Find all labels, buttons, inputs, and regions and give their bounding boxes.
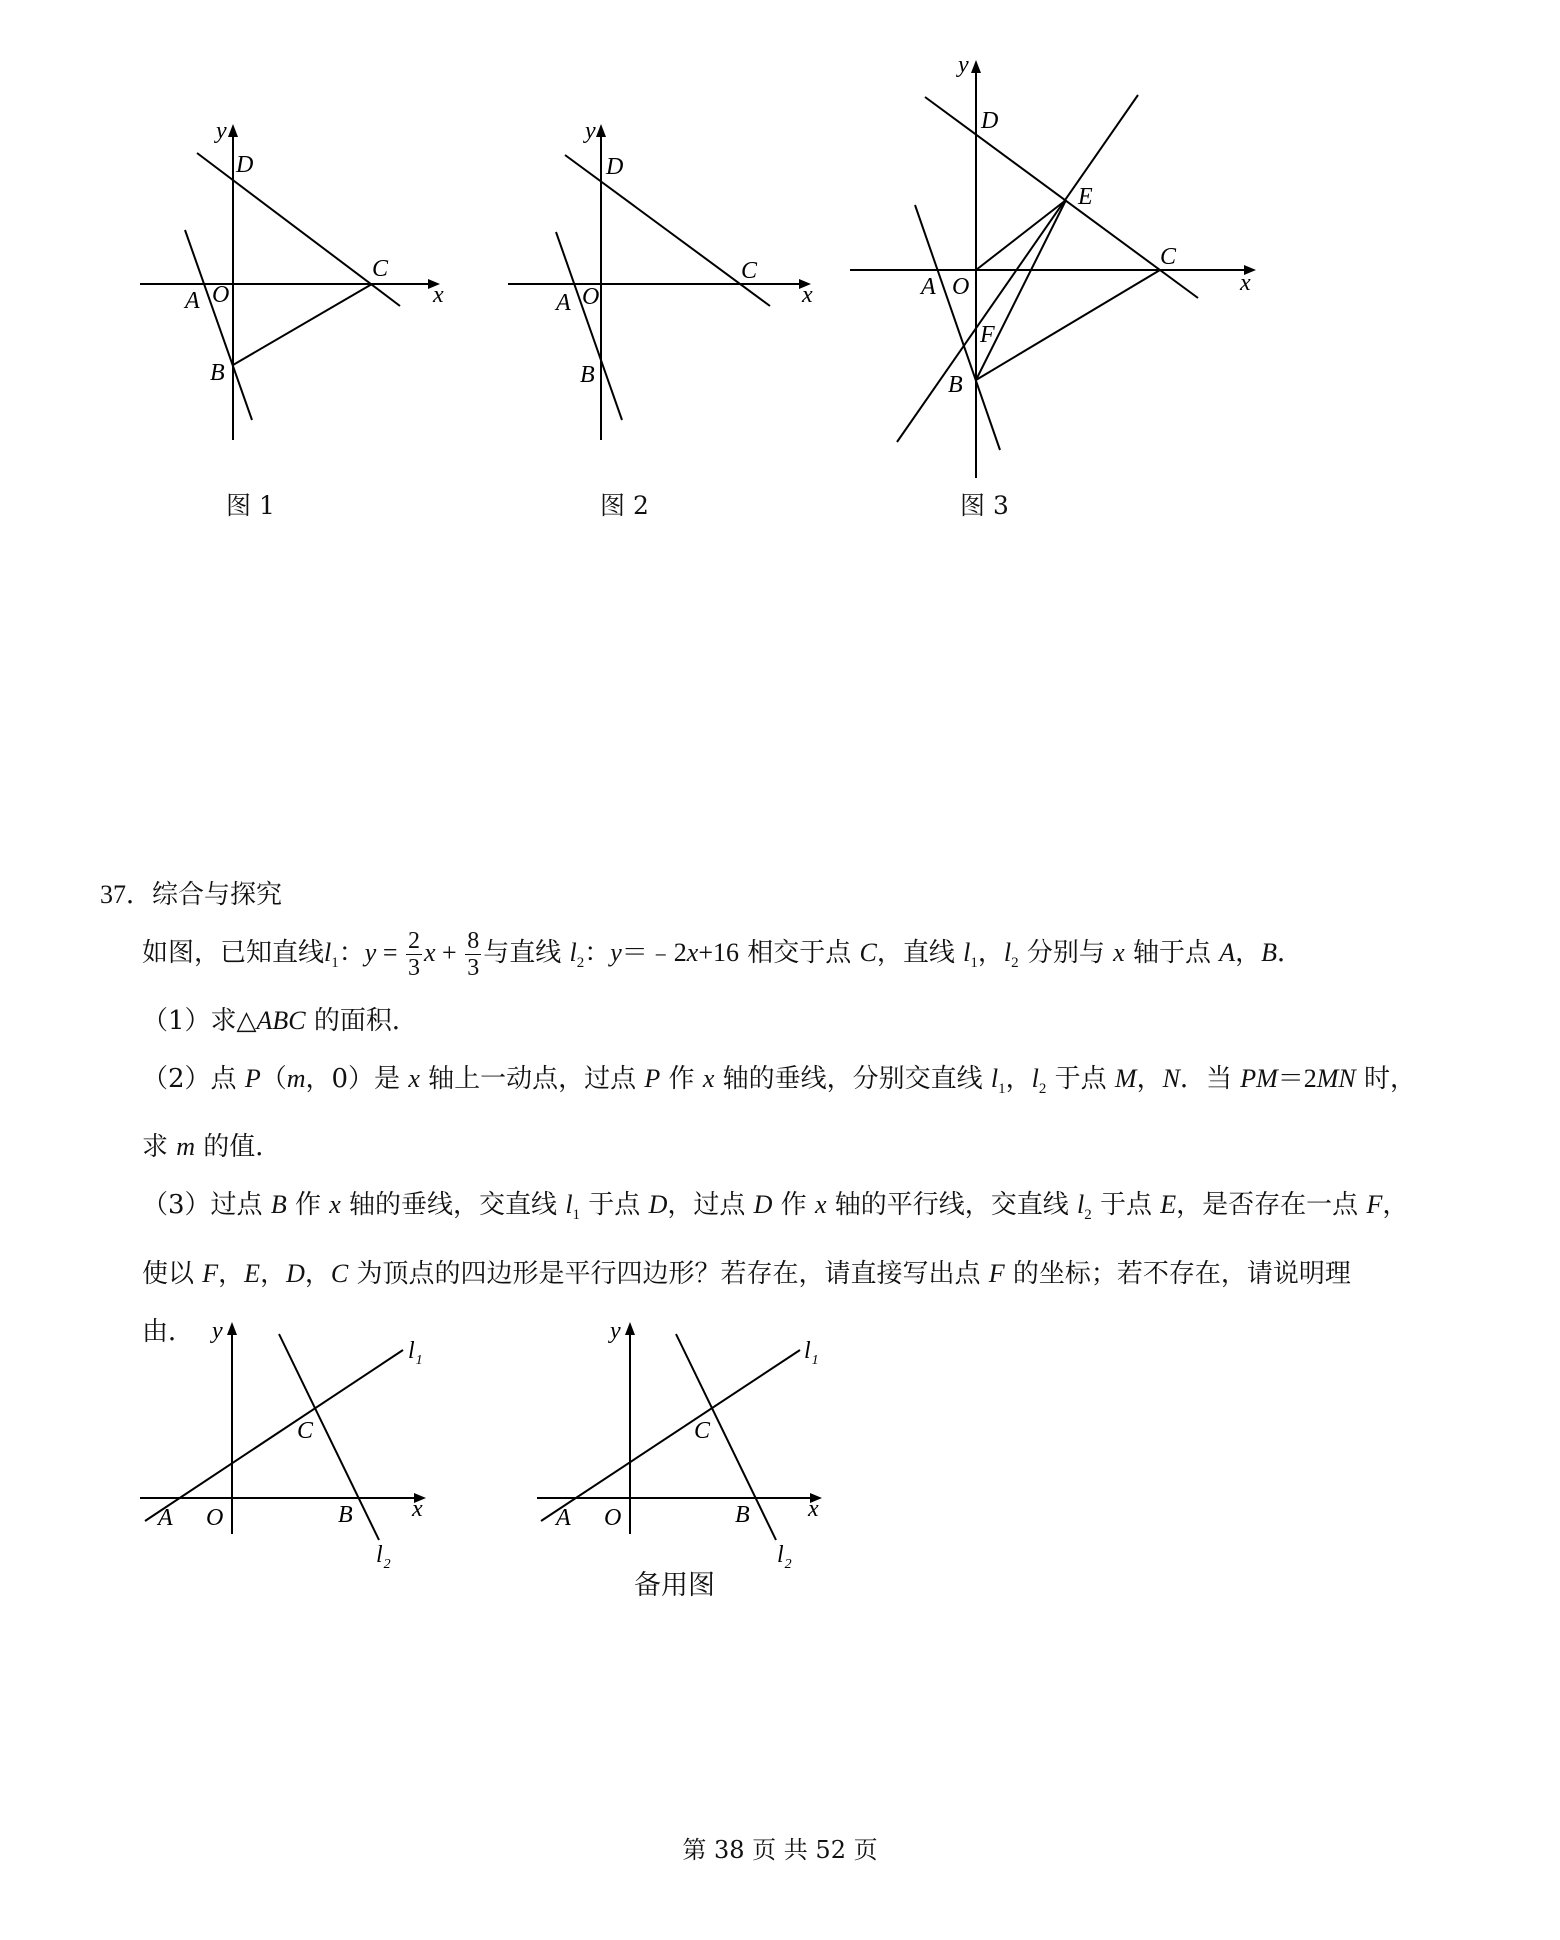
q1-text: 的面积． [305, 1006, 418, 1037]
var-x: x [686, 938, 699, 967]
page-footer: 第 38 页 共 52 页 [682, 1836, 878, 1864]
q2-text: ＝2 [1277, 1064, 1317, 1094]
problem-intro [100, 924, 1480, 992]
q2-text: ．当 [1179, 1064, 1241, 1095]
origin-label: O [212, 282, 230, 308]
var-e: E [244, 1258, 261, 1288]
l-letter: l [408, 1338, 415, 1364]
punct: ， [218, 1258, 245, 1289]
segment-bc [233, 284, 372, 365]
origin-label: O [604, 1505, 622, 1531]
x-label: x [433, 282, 444, 308]
var-y: y [364, 938, 377, 967]
q3-text: 由． [142, 1316, 195, 1347]
question-3-continued [100, 1245, 1480, 1303]
backup-figure-caption: 备用图 [634, 1570, 715, 1601]
var-n: N [1162, 1064, 1180, 1094]
point-c-label: C [1160, 244, 1177, 270]
fraction-denominator: 3 [467, 954, 480, 981]
line-through-e [897, 95, 1138, 442]
x-label: x [1240, 270, 1251, 296]
y-label: y [610, 1318, 621, 1344]
line-ab [185, 230, 252, 420]
var-e: E [1160, 1190, 1177, 1220]
line-l2 [676, 1334, 776, 1540]
problem-number: 37． [100, 880, 153, 909]
q3-text: 于点 [580, 1190, 649, 1221]
question-1 [100, 992, 1480, 1050]
equation-part: +16 [698, 938, 740, 967]
y-label: y [216, 118, 227, 144]
point-f-label: F [980, 322, 995, 348]
q3-text: 的坐标；若不存在，请说明理 [1004, 1258, 1351, 1289]
punct: ， [977, 938, 1004, 968]
var-f: F [988, 1258, 1005, 1288]
q2-text: 的值． [195, 1132, 282, 1163]
var-d: D [286, 1258, 305, 1288]
l-letter: l [376, 1542, 383, 1568]
point-d-label: D [606, 154, 624, 180]
q2-text: 轴的垂线，分别交直线 [714, 1064, 991, 1095]
l-subscript: 2 [784, 1557, 792, 1572]
var-pm: PM [1240, 1064, 1278, 1094]
var-y: y [610, 938, 622, 967]
q2-text: 作 [660, 1064, 703, 1095]
y-axis-arrow [625, 1322, 635, 1335]
point-a-label: A [185, 288, 200, 314]
line-l1 [541, 1350, 800, 1521]
origin-label: O [952, 274, 970, 300]
y-axis-arrow [971, 60, 981, 73]
l-subscript: 2 [383, 1557, 391, 1572]
var-b: B [1261, 938, 1278, 967]
figure-2 [500, 110, 830, 460]
point-a-label: A [556, 290, 571, 316]
origin-label: O [206, 1505, 224, 1531]
punct: ， [304, 1258, 331, 1289]
var-f: F [1366, 1190, 1383, 1220]
figure-3 [840, 50, 1270, 490]
var-p: P [644, 1064, 661, 1094]
line-l2 [279, 1334, 379, 1540]
var-p: P [244, 1064, 261, 1094]
y-axis-arrow [596, 124, 606, 137]
y-label: y [212, 1318, 223, 1344]
intro-text: 如图，已知直线 [142, 938, 325, 968]
question-3 [100, 1176, 1480, 1244]
q2-text: （ [260, 1064, 287, 1095]
var-x: x [702, 1064, 715, 1094]
var-d: D [753, 1190, 773, 1220]
subscript: 2 [576, 955, 585, 972]
l1-label [408, 1338, 423, 1368]
point-d-label: D [236, 152, 254, 178]
punct: ． [1277, 938, 1304, 968]
punct: ， [260, 1258, 287, 1289]
l2-label [376, 1542, 391, 1572]
q3-text: 作 [772, 1190, 815, 1221]
var-l: l [990, 1064, 999, 1094]
intro-text: 分别与 [1018, 938, 1114, 968]
var-l: l [963, 938, 971, 967]
equals-sign: = [376, 938, 404, 967]
var-b: B [270, 1190, 287, 1220]
segment-oe [976, 200, 1066, 270]
var-m: m [286, 1064, 306, 1094]
subscript: 1 [331, 955, 339, 972]
punct: ， [1382, 1190, 1409, 1221]
line-dc [925, 97, 1198, 298]
l1-label [804, 1338, 819, 1368]
point-a-label: A [921, 274, 936, 300]
problem-37 [100, 866, 1480, 1361]
var-f: F [202, 1258, 219, 1288]
q2-text: 时， [1355, 1064, 1417, 1095]
var-c: C [330, 1258, 349, 1288]
intro-text: 相交于点 [739, 938, 860, 968]
var-c: C [859, 938, 877, 967]
y-label: y [585, 118, 596, 144]
var-abc: ABC [256, 1006, 306, 1036]
l-letter: l [777, 1542, 784, 1568]
line-ab [556, 232, 622, 420]
y-axis-arrow [227, 1322, 237, 1335]
q3-text: 轴的平行线，交直线 [826, 1190, 1078, 1221]
subscript: 1 [970, 955, 978, 972]
fraction-two-thirds [406, 929, 422, 980]
point-a-label: A [158, 1505, 173, 1531]
point-b-label: B [338, 1502, 353, 1528]
punct: ， [1005, 1064, 1032, 1095]
var-m-point: M [1114, 1064, 1137, 1094]
figure-bottom-right [530, 1310, 850, 1570]
plus-sign: + [435, 938, 464, 967]
q3-text: ，是否存在一点 [1176, 1190, 1367, 1221]
var-x: x [423, 938, 436, 967]
x-label: x [802, 282, 813, 308]
var-mn: MN [1316, 1064, 1356, 1094]
var-d: D [648, 1190, 668, 1220]
q2-text: ，0）是 [305, 1064, 409, 1095]
question-2 [100, 1050, 1480, 1118]
var-l: l [569, 938, 577, 967]
l-subscript: 1 [811, 1353, 819, 1368]
point-b-label: B [735, 1502, 750, 1528]
y-label: y [958, 52, 969, 78]
var-x: x [329, 1190, 341, 1220]
var-a: A [1219, 938, 1236, 967]
q2-text: 于点 [1046, 1064, 1115, 1095]
fraction-numerator: 2 [407, 927, 420, 954]
var-l: l [324, 938, 332, 967]
origin-label: O [582, 284, 600, 310]
punct: ： [338, 938, 365, 968]
q3-text: 于点 [1091, 1190, 1161, 1221]
var-l: l [1077, 1190, 1085, 1220]
x-label: x [808, 1496, 819, 1522]
q3-text: （3）过点 [142, 1190, 271, 1221]
intro-text: 与直线 [483, 938, 562, 968]
var-x: x [814, 1190, 827, 1220]
line-l1 [145, 1350, 403, 1521]
subscript: 1 [572, 1207, 581, 1224]
point-d-label: D [981, 108, 999, 134]
point-e-label: E [1078, 184, 1093, 210]
x-label: x [412, 1496, 423, 1522]
var-l: l [1003, 938, 1012, 967]
var-l: l [565, 1190, 573, 1220]
equation-part: ＝﹣2 [621, 938, 687, 967]
point-b-label: B [210, 360, 225, 386]
var-l: l [1031, 1064, 1039, 1094]
q3-text: 使以 [142, 1258, 203, 1289]
q1-text: （1）求△ [142, 1006, 257, 1037]
point-c-label: C [297, 1418, 314, 1444]
l2-label [777, 1542, 792, 1572]
figure-1 [130, 110, 460, 460]
q3-text: ，过点 [667, 1190, 754, 1221]
subscript: 2 [1084, 1207, 1092, 1224]
var-m: m [176, 1132, 196, 1162]
subscript: 1 [998, 1081, 1006, 1098]
subscript: 2 [1038, 1081, 1047, 1098]
punct: ， [1235, 938, 1262, 968]
q2-text: 求 [142, 1132, 177, 1163]
point-b-label: B [580, 362, 595, 388]
var-x: x [1113, 938, 1125, 967]
figure-bottom-left [130, 1310, 450, 1570]
q2-text: 轴上一动点，过点 [419, 1064, 645, 1095]
fraction-eight-thirds [465, 929, 481, 980]
punct: ： [584, 938, 611, 968]
punct: ， [1136, 1064, 1163, 1095]
q3-text: 为顶点的四边形是平行四边形？若存在，请直接写出点 [348, 1258, 989, 1289]
figure-3-caption: 图 3 [960, 491, 1009, 520]
q3-text: 作 [286, 1190, 330, 1221]
var-x: x [408, 1064, 420, 1094]
question-2-continued [100, 1118, 1480, 1176]
problem-title: 综合与探究 [152, 880, 283, 910]
point-c-label: C [372, 256, 389, 282]
intro-text: ，直线 [876, 938, 964, 968]
figure-1-caption: 图 1 [226, 491, 275, 520]
point-c-label: C [741, 258, 758, 284]
l-subscript: 1 [415, 1353, 423, 1368]
subscript: 2 [1011, 955, 1019, 972]
figure-2-caption: 图 2 [600, 491, 649, 520]
problem-heading [100, 866, 1480, 924]
fraction-denominator: 3 [407, 954, 420, 981]
y-axis-arrow [228, 124, 238, 137]
point-a-label: A [556, 1505, 571, 1531]
q2-text: （2）点 [142, 1064, 245, 1095]
point-c-label: C [694, 1418, 711, 1444]
q3-text: 轴的垂线，交直线 [340, 1190, 566, 1221]
point-b-label: B [948, 372, 963, 398]
fraction-numerator: 8 [467, 927, 480, 954]
intro-text: 轴于点 [1124, 938, 1220, 968]
l-letter: l [804, 1338, 811, 1364]
